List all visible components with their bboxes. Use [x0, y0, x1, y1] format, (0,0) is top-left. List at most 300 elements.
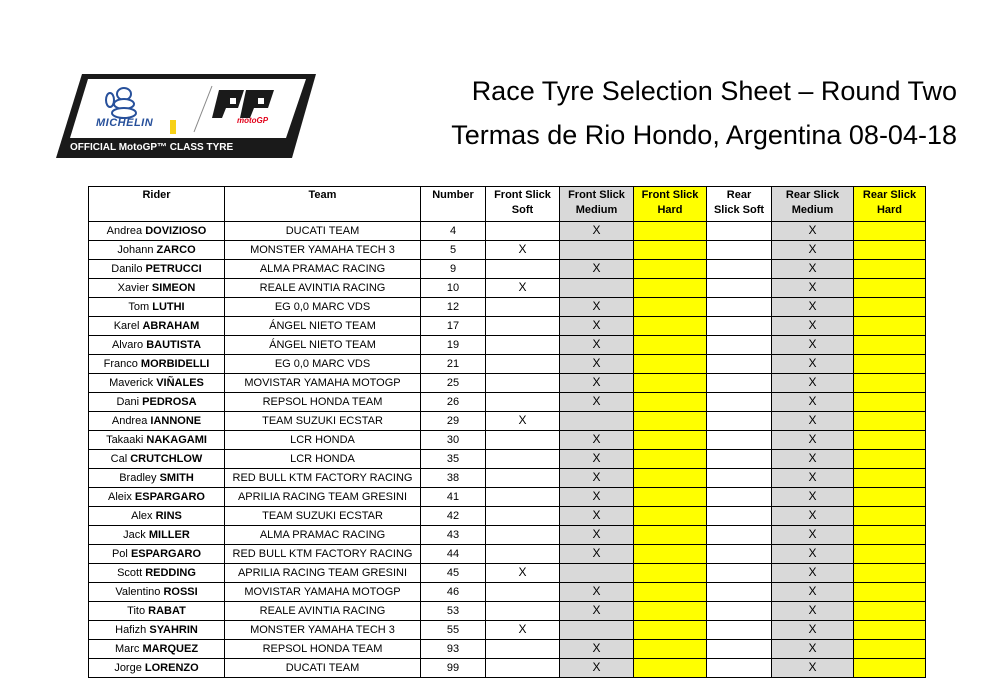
rider-last-name: ROSSI: [163, 585, 198, 598]
front-soft-cell: [486, 545, 560, 564]
rear-hard-cell: [854, 583, 926, 602]
rear-hard-cell: [854, 412, 926, 431]
rear-medium-cell: [772, 336, 854, 355]
rider-first-name: Johann: [117, 243, 157, 256]
table-row: [89, 564, 926, 583]
rear-soft-cell: [707, 355, 772, 374]
table-row: [89, 450, 926, 469]
rider-cell: [89, 507, 225, 526]
table-row: [89, 526, 926, 545]
rider-last-name: MILLER: [148, 528, 190, 541]
number-cell: 19: [421, 336, 486, 355]
number-cell: 43: [421, 526, 486, 545]
rear-hard-cell: [854, 260, 926, 279]
selection-mark: X: [808, 546, 817, 560]
front-medium-cell: [560, 260, 634, 279]
rear-soft-cell: [707, 260, 772, 279]
selection-mark: X: [808, 489, 817, 503]
front-soft-cell: [486, 374, 560, 393]
michelin-motogp-logo: [54, 72, 319, 160]
number-cell: 41: [421, 488, 486, 507]
rear-soft-cell: [707, 621, 772, 640]
rear-soft-cell: [707, 583, 772, 602]
front-medium-cell: [560, 659, 634, 678]
selection-mark: X: [592, 508, 601, 522]
front-hard-cell: [634, 355, 707, 374]
rider-last-name: RABAT: [148, 604, 186, 617]
front-medium-cell: [560, 564, 634, 583]
rider-cell: [89, 241, 225, 260]
rider-last-name: ESPARGARO: [130, 547, 202, 560]
selection-mark: X: [518, 280, 527, 294]
front-medium-cell: [560, 602, 634, 621]
rider-first-name: Franco: [103, 357, 141, 370]
rider-cell: [89, 222, 225, 241]
team-cell: EG 0,0 MARC VDS: [225, 298, 421, 317]
selection-mark: X: [808, 660, 817, 674]
front-medium-cell: [560, 374, 634, 393]
front-hard-cell: [634, 393, 707, 412]
rider-first-name: Cal: [110, 452, 131, 465]
rear-medium-cell: [772, 374, 854, 393]
number-cell: 26: [421, 393, 486, 412]
table-row: [89, 336, 926, 355]
column-header: [854, 187, 926, 222]
rear-soft-cell: [707, 431, 772, 450]
sheet-title: Race Tyre Selection Sheet – Round Two: [471, 76, 957, 106]
selection-mark: X: [592, 375, 601, 389]
selection-mark: X: [808, 565, 817, 579]
table-row: [89, 222, 926, 241]
rear-hard-cell: [854, 602, 926, 621]
rider-cell: [89, 602, 225, 621]
rear-soft-cell: [707, 393, 772, 412]
rider-first-name: Maverick: [109, 376, 157, 389]
selection-mark: X: [808, 641, 817, 655]
rider-cell: [89, 621, 225, 640]
team-cell: EG 0,0 MARC VDS: [225, 355, 421, 374]
selection-mark: X: [518, 565, 527, 579]
team-cell: TEAM SUZUKI ECSTAR: [225, 507, 421, 526]
selection-mark: X: [592, 584, 601, 598]
rider-last-name: DOVIZIOSO: [145, 224, 207, 237]
rear-soft-cell: [707, 450, 772, 469]
front-soft-cell: [486, 412, 560, 431]
rider-last-name: SYAHRIN: [149, 623, 198, 636]
number-cell: 42: [421, 507, 486, 526]
column-header: [486, 187, 560, 222]
team-cell: LCR HONDA: [225, 450, 421, 469]
front-hard-cell: [634, 469, 707, 488]
number-cell: 93: [421, 640, 486, 659]
table-row: [89, 260, 926, 279]
front-soft-cell: [486, 450, 560, 469]
rider-last-name: CRUTCHLOW: [130, 452, 203, 465]
table-row: [89, 621, 926, 640]
selection-mark: X: [592, 432, 601, 446]
rider-last-name: ABRAHAM: [142, 319, 200, 332]
rider-last-name: IANNONE: [150, 414, 202, 427]
rider-last-name: ESPARGARO: [134, 490, 205, 503]
column-header: [560, 187, 634, 222]
rider-cell: [89, 564, 225, 583]
rear-soft-cell: [707, 241, 772, 260]
front-soft-cell: [486, 659, 560, 678]
rider-cell: [89, 412, 225, 431]
front-soft-cell: [486, 602, 560, 621]
rear-hard-cell: [854, 640, 926, 659]
table-row: [89, 488, 926, 507]
selection-mark: X: [808, 242, 817, 256]
rider-first-name: Jack: [123, 528, 149, 541]
front-soft-cell: [486, 279, 560, 298]
rider-first-name: Andrea: [111, 414, 151, 427]
selection-mark: X: [808, 622, 817, 636]
front-hard-cell: [634, 374, 707, 393]
column-header-line1: Rear Slick: [785, 189, 840, 201]
rear-soft-cell: [707, 602, 772, 621]
table-row: [89, 659, 926, 678]
front-medium-cell: [560, 241, 634, 260]
number-cell: 46: [421, 583, 486, 602]
rear-soft-cell: [707, 317, 772, 336]
front-soft-cell: [486, 507, 560, 526]
front-medium-cell: [560, 393, 634, 412]
selection-mark: X: [592, 318, 601, 332]
number-cell: 55: [421, 621, 486, 640]
rear-soft-cell: [707, 469, 772, 488]
column-header-line1: Rear Slick: [862, 189, 917, 201]
rear-medium-cell: [772, 317, 854, 336]
rider-first-name: Xavier: [117, 281, 152, 294]
selection-mark: X: [592, 337, 601, 351]
front-medium-cell: [560, 621, 634, 640]
front-hard-cell: [634, 279, 707, 298]
selection-mark: X: [592, 489, 601, 503]
rear-soft-cell: [707, 659, 772, 678]
front-hard-cell: [634, 241, 707, 260]
number-cell: 21: [421, 355, 486, 374]
tyre-selection-table: [88, 186, 926, 678]
selection-mark: X: [592, 299, 601, 313]
rider-cell: [89, 450, 225, 469]
column-header-line1: Front Slick: [641, 189, 699, 201]
rider-first-name: Alex: [131, 509, 156, 522]
table-row: [89, 545, 926, 564]
rear-medium-cell: [772, 355, 854, 374]
front-soft-cell: [486, 526, 560, 545]
front-soft-cell: [486, 336, 560, 355]
rear-hard-cell: [854, 545, 926, 564]
team-cell: DUCATI TEAM: [225, 659, 421, 678]
rider-first-name: Hafizh: [115, 623, 150, 636]
rider-first-name: Dani: [116, 395, 143, 408]
column-header-line1: Number: [432, 189, 474, 201]
rider-cell: [89, 355, 225, 374]
selection-mark: X: [808, 451, 817, 465]
number-cell: 99: [421, 659, 486, 678]
rear-hard-cell: [854, 450, 926, 469]
rider-last-name: MORBIDELLI: [140, 357, 210, 370]
selection-mark: X: [592, 356, 601, 370]
selection-mark: X: [518, 413, 527, 427]
front-hard-cell: [634, 659, 707, 678]
number-cell: 29: [421, 412, 486, 431]
rear-hard-cell: [854, 241, 926, 260]
column-header: [707, 187, 772, 222]
front-hard-cell: [634, 431, 707, 450]
rider-first-name: Valentino: [115, 585, 164, 598]
motogp-wordmark: motoGP: [237, 116, 269, 125]
rider-last-name: LUTHI: [152, 300, 185, 313]
event-subtitle: Termas de Rio Hondo, Argentina 08-04-18: [451, 120, 957, 150]
rider-first-name: Takaaki: [106, 433, 147, 446]
rider-cell: [89, 583, 225, 602]
rider-cell: [89, 469, 225, 488]
rider-last-name: BAUTISTA: [146, 338, 202, 351]
team-cell: ÁNGEL NIETO TEAM: [225, 317, 421, 336]
selection-mark: X: [808, 356, 817, 370]
rider-cell: [89, 526, 225, 545]
team-cell: APRILIA RACING TEAM GRESINI: [225, 564, 421, 583]
rear-hard-cell: [854, 659, 926, 678]
front-soft-cell: [486, 222, 560, 241]
rear-soft-cell: [707, 298, 772, 317]
front-hard-cell: [634, 545, 707, 564]
rear-hard-cell: [854, 374, 926, 393]
rider-last-name: MARQUEZ: [142, 642, 199, 655]
column-header: [634, 187, 707, 222]
front-medium-cell: [560, 640, 634, 659]
table-row: [89, 507, 926, 526]
front-medium-cell: [560, 507, 634, 526]
rear-hard-cell: [854, 222, 926, 241]
selection-mark: X: [808, 223, 817, 237]
rear-hard-cell: [854, 564, 926, 583]
rider-last-name: PETRUCCI: [145, 262, 202, 275]
number-cell: 10: [421, 279, 486, 298]
team-cell: REALE AVINTIA RACING: [225, 279, 421, 298]
front-hard-cell: [634, 317, 707, 336]
selection-mark: X: [592, 603, 601, 617]
column-header-line2: Slick Soft: [713, 204, 765, 216]
front-soft-cell: [486, 241, 560, 260]
rear-medium-cell: [772, 279, 854, 298]
rear-hard-cell: [854, 469, 926, 488]
selection-mark: X: [592, 394, 601, 408]
front-hard-cell: [634, 450, 707, 469]
team-cell: MOVISTAR YAMAHA MOTOGP: [225, 374, 421, 393]
number-cell: 35: [421, 450, 486, 469]
team-cell: APRILIA RACING TEAM GRESINI: [225, 488, 421, 507]
table-row: [89, 602, 926, 621]
front-soft-cell: [486, 621, 560, 640]
rear-soft-cell: [707, 545, 772, 564]
team-cell: DUCATI TEAM: [225, 222, 421, 241]
rear-soft-cell: [707, 526, 772, 545]
front-medium-cell: [560, 355, 634, 374]
selection-mark: X: [808, 508, 817, 522]
selection-mark: X: [592, 546, 601, 560]
table-header-row: [89, 187, 926, 222]
rider-last-name: SIMEON: [151, 281, 196, 294]
selection-mark: X: [808, 527, 817, 541]
selection-mark: X: [808, 299, 817, 313]
rear-medium-cell: [772, 412, 854, 431]
front-soft-cell: [486, 355, 560, 374]
rider-cell: [89, 279, 225, 298]
rear-hard-cell: [854, 621, 926, 640]
team-cell: REPSOL HONDA TEAM: [225, 640, 421, 659]
rear-hard-cell: [854, 298, 926, 317]
rear-medium-cell: [772, 260, 854, 279]
front-hard-cell: [634, 507, 707, 526]
front-hard-cell: [634, 640, 707, 659]
number-cell: 45: [421, 564, 486, 583]
rider-last-name: LORENZO: [144, 661, 199, 674]
rear-medium-cell: [772, 640, 854, 659]
rider-first-name: Aleix: [108, 490, 135, 503]
selection-mark: X: [592, 660, 601, 674]
table-row: [89, 393, 926, 412]
rider-last-name: REDDING: [145, 566, 196, 579]
column-header-line1: Front Slick: [494, 189, 551, 201]
rear-medium-cell: [772, 450, 854, 469]
rider-last-name: RINS: [155, 509, 182, 522]
selection-mark: X: [808, 337, 817, 351]
rear-medium-cell: [772, 241, 854, 260]
michelin-wordmark: MICHELIN: [96, 117, 154, 129]
number-cell: 38: [421, 469, 486, 488]
rear-soft-cell: [707, 640, 772, 659]
front-hard-cell: [634, 564, 707, 583]
selection-mark: X: [808, 584, 817, 598]
rider-cell: [89, 659, 225, 678]
rear-soft-cell: [707, 488, 772, 507]
table-row: [89, 355, 926, 374]
rider-first-name: Scott: [117, 566, 146, 579]
front-hard-cell: [634, 222, 707, 241]
selection-mark: X: [808, 280, 817, 294]
rear-medium-cell: [772, 507, 854, 526]
column-header-line1: Rear: [726, 189, 752, 201]
rider-first-name: Andrea: [106, 224, 146, 237]
rear-hard-cell: [854, 393, 926, 412]
rear-hard-cell: [854, 526, 926, 545]
column-header: [89, 187, 225, 222]
selection-mark: X: [808, 375, 817, 389]
rider-last-name: ZARCO: [156, 243, 196, 256]
column-header-line2: Soft: [511, 204, 534, 216]
team-cell: TEAM SUZUKI ECSTAR: [225, 412, 421, 431]
front-hard-cell: [634, 260, 707, 279]
number-cell: 4: [421, 222, 486, 241]
rider-cell: [89, 336, 225, 355]
selection-mark: X: [518, 622, 527, 636]
rear-soft-cell: [707, 507, 772, 526]
rider-cell: [89, 545, 225, 564]
team-cell: RED BULL KTM FACTORY RACING: [225, 469, 421, 488]
rider-first-name: Pol: [111, 547, 131, 560]
team-cell: REPSOL HONDA TEAM: [225, 393, 421, 412]
front-soft-cell: [486, 260, 560, 279]
team-cell: RED BULL KTM FACTORY RACING: [225, 545, 421, 564]
front-medium-cell: [560, 469, 634, 488]
rear-soft-cell: [707, 564, 772, 583]
rider-first-name: Tito: [127, 604, 149, 617]
front-soft-cell: [486, 393, 560, 412]
selection-mark: X: [808, 394, 817, 408]
selection-mark: X: [592, 527, 601, 541]
front-hard-cell: [634, 602, 707, 621]
column-header-line2: Hard: [657, 204, 683, 216]
selection-mark: X: [592, 451, 601, 465]
selection-mark: X: [592, 261, 601, 275]
rider-last-name: NAKAGAMI: [146, 433, 207, 446]
rear-hard-cell: [854, 336, 926, 355]
team-cell: ALMA PRAMAC RACING: [225, 526, 421, 545]
rear-hard-cell: [854, 279, 926, 298]
rear-medium-cell: [772, 298, 854, 317]
front-soft-cell: [486, 431, 560, 450]
rider-first-name: Marc: [114, 642, 143, 655]
table-row: [89, 241, 926, 260]
team-cell: MOVISTAR YAMAHA MOTOGP: [225, 583, 421, 602]
rider-last-name: PEDROSA: [142, 395, 197, 408]
front-soft-cell: [486, 298, 560, 317]
column-header-line2: Hard: [876, 204, 903, 216]
front-soft-cell: [486, 640, 560, 659]
front-soft-cell: [486, 488, 560, 507]
number-cell: 5: [421, 241, 486, 260]
team-cell: ALMA PRAMAC RACING: [225, 260, 421, 279]
front-medium-cell: [560, 488, 634, 507]
rider-cell: [89, 260, 225, 279]
rider-cell: [89, 374, 225, 393]
rear-medium-cell: [772, 526, 854, 545]
front-medium-cell: [560, 412, 634, 431]
column-header: [421, 187, 486, 222]
team-cell: REALE AVINTIA RACING: [225, 602, 421, 621]
rear-soft-cell: [707, 374, 772, 393]
rear-medium-cell: [772, 602, 854, 621]
rider-cell: [89, 640, 225, 659]
rider-cell: [89, 393, 225, 412]
front-hard-cell: [634, 583, 707, 602]
rear-medium-cell: [772, 469, 854, 488]
front-soft-cell: [486, 469, 560, 488]
rear-medium-cell: [772, 564, 854, 583]
rear-medium-cell: [772, 393, 854, 412]
rider-first-name: Bradley: [119, 471, 160, 484]
front-hard-cell: [634, 336, 707, 355]
front-medium-cell: [560, 298, 634, 317]
front-hard-cell: [634, 412, 707, 431]
number-cell: 12: [421, 298, 486, 317]
rear-hard-cell: [854, 355, 926, 374]
team-cell: MONSTER YAMAHA TECH 3: [225, 621, 421, 640]
rider-first-name: Alvaro: [111, 338, 147, 351]
table-row: [89, 431, 926, 450]
number-cell: 17: [421, 317, 486, 336]
rider-cell: [89, 431, 225, 450]
number-cell: 30: [421, 431, 486, 450]
rear-medium-cell: [772, 222, 854, 241]
rear-hard-cell: [854, 317, 926, 336]
table-row: [89, 469, 926, 488]
rear-medium-cell: [772, 488, 854, 507]
rear-soft-cell: [707, 412, 772, 431]
